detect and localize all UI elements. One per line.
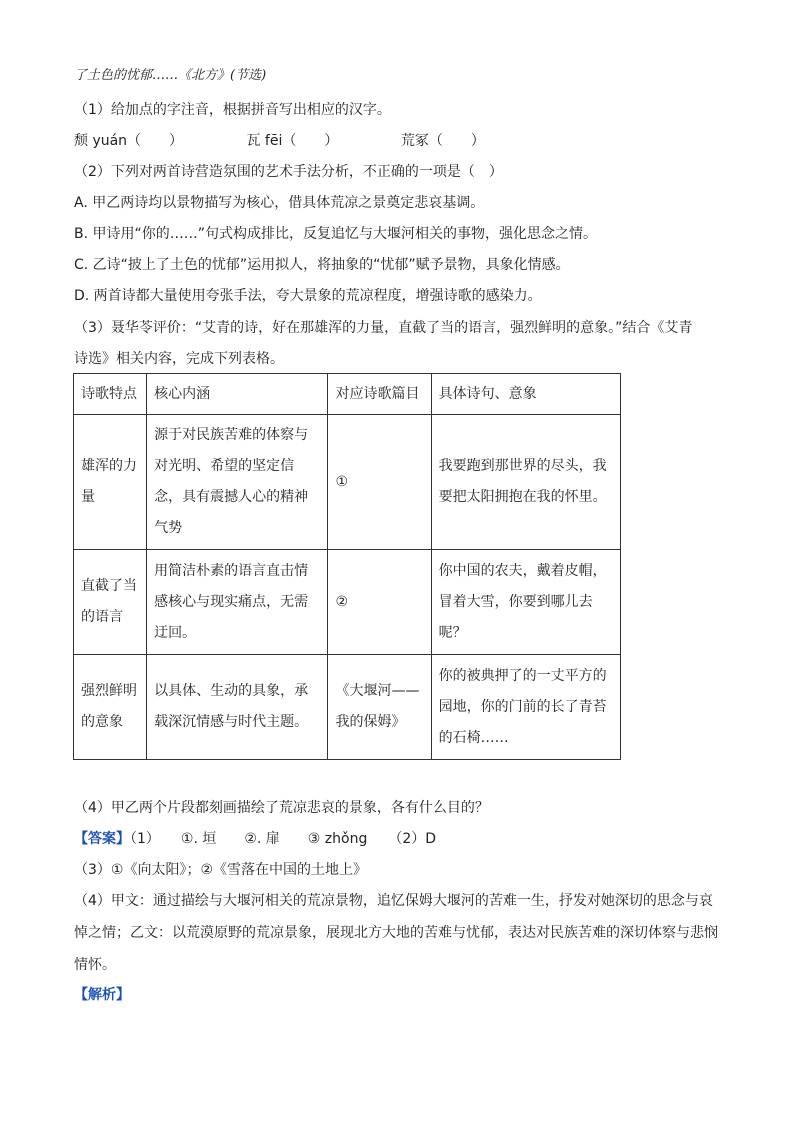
table-cell: 用简洁朴素的语言直击情感核心与现实痛点，无需迂回。: [147, 550, 328, 655]
answer-text-1: （1） ①. 垣 ②. 扉 ③ zhǒng （2）D: [130, 831, 437, 847]
answer-line-2: （3）①《向太阳》；②《雪落在中国的土地上》: [74, 862, 368, 878]
table-cell: 以具体、生动的具象，承载深沉情感与时代主题。: [147, 655, 328, 760]
table-cell: 《大堰河——我的保姆》: [328, 655, 431, 760]
q3-prompt-line2: 诗选》相关内容，完成下列表格。: [74, 351, 284, 367]
q2-option-b: B. 甲诗用“你的……”句式构成排比，反复追忆与大堰河相关的事物，强化思念之情。: [74, 226, 598, 242]
q2-option-d: D. 两首诗都大量使用夸张手法，夸大景象的荒凉程度，增强诗歌的感染力。: [74, 288, 542, 304]
table-cell: 强烈鲜明的意象: [74, 655, 147, 760]
q1-prompt: （1）给加点的字注音，根据拼音写出相应的汉字。: [74, 102, 391, 118]
q2-option-c: C. 乙诗“披上了土色的忧郁”运用拟人，将抽象的“忧郁”赋予景物，具象化情感。: [74, 257, 570, 273]
table-row: [74, 550, 621, 655]
header-line: 了土色的忧郁……《北方》(节选): [74, 68, 267, 83]
table-cell: 我要跑到那世界的尽头，我要把太阳拥抱在我的怀里。: [431, 415, 620, 550]
analysis-tag: 【解析】: [74, 987, 130, 1003]
table-header-cell: 诗歌特点: [74, 374, 147, 415]
answer-line-1: [74, 829, 436, 849]
table-header-cell: 对应诗歌篇目: [328, 374, 431, 415]
q4-prompt: （4）甲乙两个片段都刻画描绘了荒凉悲哀的景象，各有什么目的？: [74, 800, 489, 816]
table-cell: 你的被典押了的一丈平方的园地，你的门前的长了青苔的石椅……: [431, 655, 620, 760]
answer-paragraph: （4）甲文：通过描绘与大堰河相关的荒凉景物，追忆保姆大堰河的苦难一生，抒发对她深切的思念与哀悼之情；乙文：以荒漠原野的荒凉景象，展现北方大地的苦难与忧郁，表达对民族苦难的深切体察与悲悯情怀。: [74, 893, 718, 973]
table-cell: 雄浑的力量: [74, 415, 147, 550]
q1-items: [74, 131, 485, 151]
table-cell: ②: [328, 550, 431, 655]
table-header-row: [74, 374, 621, 415]
q1-item-1: 颓 yuán（ ）: [74, 133, 184, 149]
q1-item-2: 瓦 fēi（ ）: [246, 133, 339, 149]
q1-item-3: 荒冢（ ）: [400, 133, 485, 149]
table-header-cell: 核心内涵: [147, 374, 328, 415]
table-row: [74, 655, 621, 760]
q2-option-a: A. 甲乙两诗均以景物描写为核心，借具体荒凉之景奠定悲哀基调。: [74, 195, 485, 211]
poetry-table: [73, 373, 621, 760]
table-cell: 你中国的农夫，戴着皮帽，冒着大雪，你要到哪儿去呢？: [431, 550, 620, 655]
table-row: [74, 415, 621, 550]
table-header-cell: 具体诗句、意象: [431, 374, 620, 415]
table-cell: 源于对民族苦难的体察与对光明、希望的坚定信念，具有震撼人心的精神气势: [147, 415, 328, 550]
q3-prompt-line1: （3）聂华苓评价：“艾青的诗，好在那雄浑的力量，直截了当的语言，强烈鲜明的意象。”结合《艾青: [74, 320, 693, 336]
q2-prompt: （2）下列对两首诗营造氛围的艺术手法分析，不正确的一项是（ ）: [74, 164, 503, 180]
table-cell: 直截了当的语言: [74, 550, 147, 655]
answer-tag: 【答案】: [74, 831, 130, 847]
table-cell: ①: [328, 415, 431, 550]
analysis-line: [74, 985, 130, 1005]
